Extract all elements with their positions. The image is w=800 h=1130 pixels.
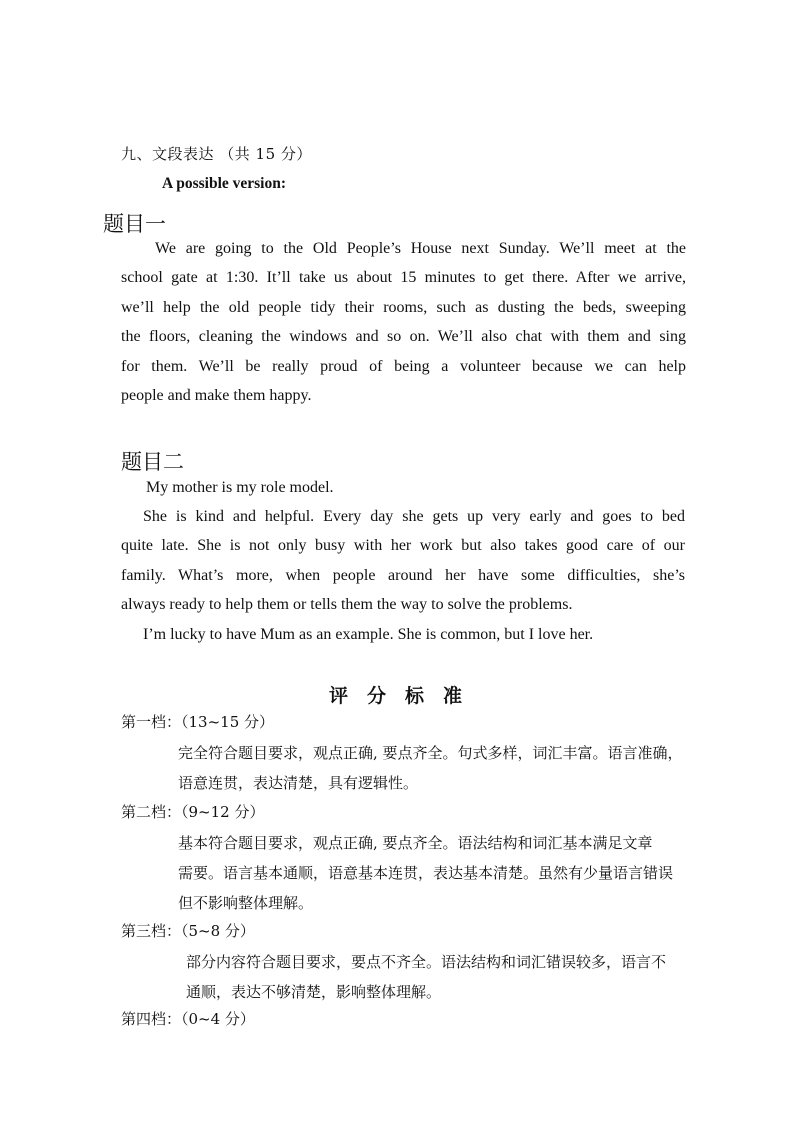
scoring-title: 评分标准	[328, 685, 481, 707]
grade-label: 第三档：（5~8 分）	[121, 922, 255, 940]
possible-version-label: A possible version:	[162, 175, 287, 192]
topic2-line: family. What’s more, when people around her have some difficulties, she’s	[121, 567, 685, 584]
topic1-line: for them. We’ll be really proud of being a volunteer because we can help	[121, 358, 686, 375]
topic1-line: We are going to the Old People’s House next Sunday. We’ll meet at the	[155, 240, 686, 257]
grade-desc-line: 部分内容符合题目要求，要点不齐全。语法结构和词汇错误较多，语言不	[186, 953, 667, 971]
topic1-line: people and make them happy.	[121, 387, 312, 404]
grade-desc-line: 但不影响整体理解。	[178, 894, 314, 912]
topic2-heading: 题目二	[121, 450, 184, 474]
grade-desc-line: 需要。语言基本通顺，语意基本连贯，表达基本清楚。虽然有少量语言错误	[178, 864, 674, 882]
topic1-line: we’ll help the old people tidy their rooms, such as dusting the beds, sweeping	[121, 299, 686, 316]
topic2-line: always ready to help them or tells them the way to solve the problems.	[121, 596, 573, 613]
grade-desc-line: 通顺，表达不够清楚，影响整体理解。	[186, 983, 442, 1001]
grade-label: 第四档：（0~4 分）	[121, 1010, 255, 1028]
topic1-line: school gate at 1:30. It’ll take us about 15 minutes to get there. After we arrive,	[121, 269, 686, 286]
grade-desc-line: 基本符合题目要求，观点正确, 要点齐全。语法结构和词汇基本满足文章	[178, 834, 653, 852]
topic2-line: quite late. She is not only busy with her work but also takes good care of our	[121, 537, 685, 554]
grade-label: 第一档：（13~15 分）	[121, 713, 275, 731]
grade-label: 第二档：（9~12 分）	[121, 803, 265, 821]
section-title: 九、文段表达 （共 15 分）	[121, 145, 312, 163]
topic2-line: My mother is my role model.	[146, 479, 334, 496]
grade-desc-line: 完全符合题目要求，观点正确, 要点齐全。句式多样，词汇丰富。语言准确，	[178, 744, 683, 762]
grade-desc-line: 语意连贯，表达清楚，具有逻辑性。	[178, 774, 419, 792]
topic2-line: I’m lucky to have Mum as an example. She is common, but I love her.	[143, 626, 594, 643]
topic1-line: the floors, cleaning the windows and so on. We’ll also chat with them and sing	[121, 328, 686, 345]
topic2-line: She is kind and helpful. Every day she gets up very early and goes to bed	[143, 508, 685, 525]
topic1-heading: 题目一	[103, 212, 166, 236]
